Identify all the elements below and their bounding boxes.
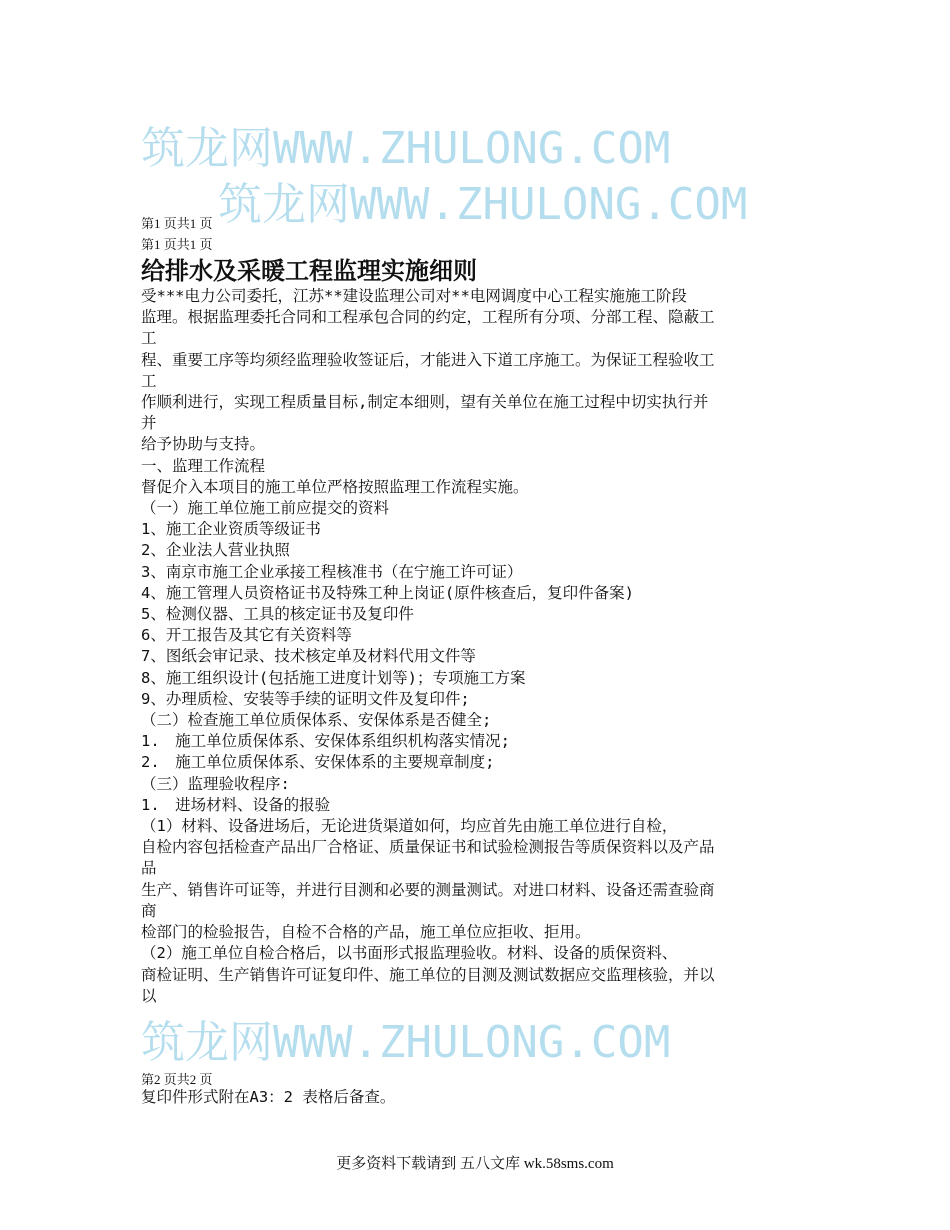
body-line: 受***电力公司委托，江苏**建设监理公司对**电网调度中心工程实施施工阶段: [141, 287, 687, 305]
body-line: 给予协助与支持。: [141, 435, 266, 454]
body-line: （2）施工单位自检合格后，以书面形式报监理验收。材料、设备的质保资料、: [141, 944, 678, 963]
body-line: 自检内容包括检查产品出厂合格证、质量保证书和试验检测报告等质保资料以及产品: [141, 838, 715, 857]
list-item: 8、施工组织设计(包括施工进度计划等)；专项施工方案: [141, 668, 526, 687]
list-item: 2. 施工单位质保体系、安保体系的主要规章制度;: [141, 753, 495, 772]
body-line: 监理。根据监理委托合同和工程承包合同的约定，工程所有分项、分部工程、隐蔽工: [141, 308, 715, 327]
list-item: 9、办理质检、安装等手续的证明文件及复印件;: [141, 689, 470, 708]
subsection-heading: （一）施工单位施工前应提交的资料: [141, 499, 390, 518]
body-line: 并: [141, 414, 157, 433]
list-item: 1. 施工单位质保体系、安保体系组织机构落实情况;: [141, 732, 510, 751]
body-line: 生产、销售许可证等，并进行目测和必要的测量测试。对进口材料、设备还需查验商: [141, 880, 715, 899]
body-line-last: 复印件形式附在A3：2 表格后备查。: [141, 1088, 396, 1106]
body-line: （1）材料、设备进场后，无论进货渠道如何，均应首先由施工单位进行自检，: [141, 817, 678, 836]
body-line: 工: [141, 329, 157, 348]
page-label-1: 第1 页共1 页: [141, 216, 213, 231]
body-line: 商检证明、生产销售许可证复印件、施工单位的目测及测试数据应交监理核验，并以: [141, 965, 715, 984]
body-line: 品: [141, 859, 157, 878]
document-body: [141, 286, 816, 1007]
body-line: 商: [141, 901, 157, 920]
page-label-2: 第1 页共1 页: [141, 237, 213, 252]
body-line: 作顺利进行，实现工程质量目标,制定本细则，望有关单位在施工过程中切实执行并: [141, 393, 709, 412]
subsection-heading: （二）检查施工单位质保体系、安保体系是否健全;: [141, 711, 492, 730]
subsection-heading: （三）监理验收程序:: [141, 774, 290, 793]
watermark-text-2: 筑龙网WWW.ZHULONG.COM: [218, 179, 748, 230]
document-title: 给排水及采暖工程监理实施细则: [141, 257, 477, 285]
list-item: 5、检测仪器、工具的核定证书及复印件: [141, 605, 414, 624]
watermark-text-3: 筑龙网WWW.ZHULONG.COM: [141, 1017, 671, 1068]
body-line: 以: [141, 986, 157, 1005]
list-item: 7、图纸会审记录、技术核定单及材料代用文件等: [141, 647, 476, 666]
section-heading: 一、监理工作流程: [141, 456, 266, 475]
list-item: 1. 进场材料、设备的报验: [141, 795, 331, 814]
footer-download-note: 更多资料下载请到 五八文库 wk.58sms.com: [336, 1156, 614, 1172]
body-line: 工: [141, 371, 157, 390]
list-item: 3、南京市施工企业承接工程核准书（在宁施工许可证）: [141, 562, 523, 581]
list-item: 4、施工管理人员资格证书及特殊工种上岗证(原件核查后，复印件备案): [141, 583, 634, 602]
list-item: 6、开工报告及其它有关资料等: [141, 626, 352, 645]
page-label-3: 第2 页共2 页: [141, 1072, 213, 1087]
body-line: 检部门的检验报告，自检不合格的产品，施工单位应拒收、拒用。: [141, 923, 591, 942]
list-item: 1、施工企业资质等级证书: [141, 520, 321, 539]
body-line: 程、重要工序等均须经监理验收签证后，才能进入下道工序施工。为保证工程验收工: [141, 350, 715, 369]
watermark-text-1: 筑龙网WWW.ZHULONG.COM: [141, 123, 671, 174]
body-line: 督促介入本项目的施工单位严格按照监理工作流程实施。: [141, 477, 529, 496]
list-item: 2、企业法人营业执照: [141, 541, 290, 560]
